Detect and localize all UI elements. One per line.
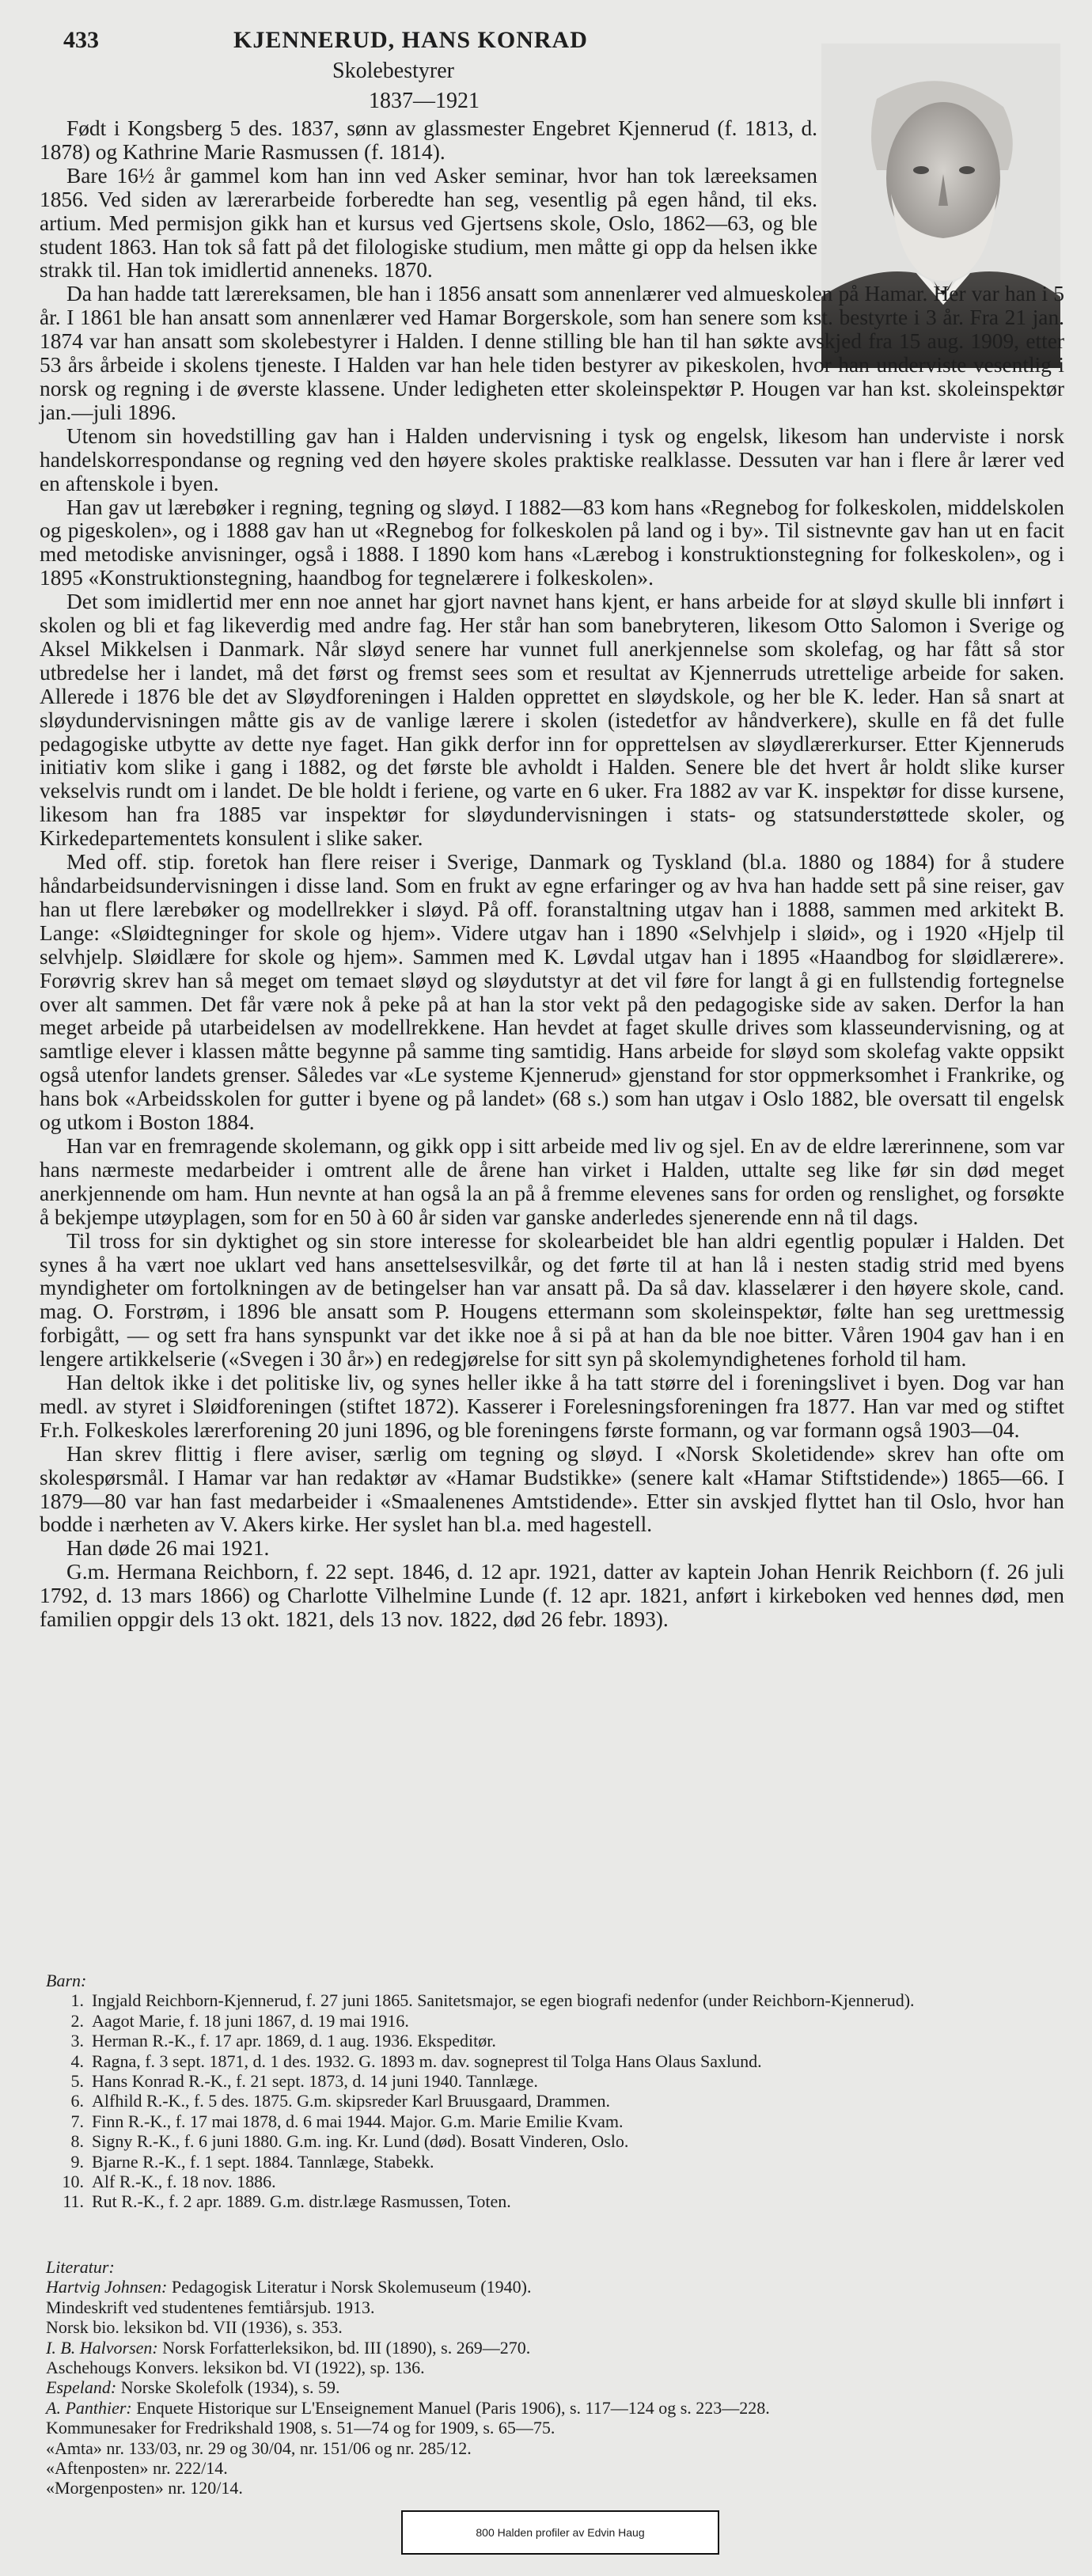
paragraph-conflict: Til tross for sin dyktighet og sin store interesse for skolearbeidet ble han aldri egentlig populær i Halden. Det synes å ha vært noe uklart ved hans ansettelsesvilkår, og det førte til at han lå i nesten stadig strid med byens myndigheter om fortolkningen av de betingelser han var ansatt på. Da så dav. klasselærer i den høyere skole, cand. mag. O. Forstrøm, i 1896 ble ansatt som P. Hougens ettermann som skoleinspektør, følte han seg urettmessig forbigått, — og sett fra hans synspunkt var det ikke noe å si på at han da ble noe bitter. Våren 1904 gav han i en lengere artikkelserie («Svegen i 30 år») en redegjørelse for sitt syn på skolemyndighetenes forhold til ham. [40, 1228, 1064, 1371]
children-list [46, 1971, 1059, 2212]
paragraph-birth: Født i Kongsberg 5 des. 1837, sønn av glassmester Engebret Kjennerud (f. 1813, d. 1878) og Kathrine Marie Rasmussen (f. 1814). [40, 116, 817, 164]
literature-entry [46, 2398, 1067, 2418]
child-number: 2. [70, 2010, 84, 2031]
entry-number: 433 [63, 27, 99, 53]
literature-entry [46, 2377, 1067, 2397]
literature-author: Hartvig Johnsen: [46, 2277, 168, 2297]
child-entry [46, 2172, 1059, 2191]
child-number: 8. [70, 2131, 84, 2152]
literature-author: A. Panthier: [46, 2397, 132, 2418]
literature-entry [46, 2458, 1067, 2478]
child-entry [46, 1990, 1059, 2010]
child-number: 4. [70, 2051, 84, 2071]
child-text: Alfhild R.-K., f. 5 des. 1875. G.m. skipsreder Karl Bruusgaard, Drammen. [92, 2091, 610, 2111]
literature-heading: Literatur: [46, 2257, 115, 2277]
literature-text: Mindeskrift ved studentenes femtiårsjub. 1913. [46, 2297, 375, 2317]
child-number: 10. [62, 2172, 84, 2192]
child-entry [46, 2011, 1059, 2031]
paragraph-education: Bare 16½ år gammel kom han inn ved Asker seminar, hvor han tok læreeksamen 1856. Ved siden av lærerarbeide forberedte han seg, vesentlig på egen hånd, til eks. artium. Med permisjon gikk han et kursus ved Gjertsens skole, Oslo, 1862—63, og ble student 1863. Han tok så fatt på det filologiske studium, men måtte gi opp da helsen ikke strakk til. Han tok imidlertid anneneks. 1870. [40, 163, 817, 283]
person-years: 1837—1921 [369, 89, 480, 113]
literature-text: «Aftenposten» nr. 222/14. [46, 2458, 228, 2479]
paragraph-textbooks: Han gav ut lærebøker i regning, tegning og sløyd. I 1882—83 kom hans «Regnebog for folkeskolen, middelskolen og pigeskolen», og i 1888 gav han ut «Regnebog for folkeskolen på land og i by». Til sistnevnte gav han ut en facit med metodiske anvisninger, også i 1888. I 1890 kom hans «Lærebog i konstruktionstegning for folkeskolen», og i 1895 «Konstruktionstegning, haandbog for tegnelærere i folkeskolen». [40, 495, 1064, 590]
child-text: Ragna, f. 3 sept. 1871, d. 1 des. 1932. G. 1893 m. dav. sogneprest til Tolga Hans Olaus Saxlund. [92, 2051, 762, 2071]
literature-entry [46, 2277, 1067, 2297]
child-number: 9. [70, 2151, 84, 2172]
literature-entry [46, 2317, 1067, 2337]
paragraph-career: Da han hadde tatt lærereksamen, ble han i 1856 ansatt som annenlærer ved almueskolen på Hamar. Her var han i 5 år. I 1861 ble han ansatt som annenlærer ved Hamar Borgerskole, som han senere som kst. bestyrte i 3 år. Fra 21 jan. 1874 var han ansatt som skolebestyrer i Halden. I denne stilling ble han til han søkte avskjed fra 15 aug. 1909, etter 53 års årbeide i skolens tjeneste. I Halden var han hele tiden bestyrer av pikeskolen, hvor han underviste vesentlig i norsk og regning i de øverste klassene. Under ledigheten etter skoleinspektør P. Hougen var han kst. skoleinspektør jan.—juli 1896. [40, 282, 1064, 424]
literature-text: Pedagogisk Literatur i Norsk Skolemuseum (1940). [167, 2277, 532, 2297]
literature-entry [46, 2478, 1067, 2498]
child-entry [46, 2152, 1059, 2172]
paragraph-sloyd: Det som imidlertid mer enn noe annet har gjort navnet hans kjent, er hans arbeide for at sløyd skulle bli innført i skolen og bli et fag likeverdig med andre fag. Her står han som banebryteren, likesom Otto Salomon i Sverige og Aksel Mikkelsen i Danmark. Når sløyd senere har vunnet full anerkjennelse som skolefag, og har fått så stor utbredelse her i landet, må det først og fremst sees som et resultat av Kjennerruds utrettelige arbeide for saken. Allerede i 1876 ble det av Sløydforeningen i Halden opprettet en sløydskole, og her ble K. leder. Han så snart at sløydundervisningen måtte gis av de vanlige lærere i skolen (istedetfor av håndverkere), skulle en få det fulle pedagogiske utbytte av dette nye faget. Han gikk derfor inn for opprettelsen av sløydlærerkurser. Etter Kjenneruds initiativ kom slike i gang i 1882, og det første ble avholdt i Halden. Senere ble det hvert år holdt slike kurser vekselvis rundt om i landet. De ble holdt i feriene, og varte en 6 uker. Fra 1882 av var K. inspektør for disse kursene, likesom han fra 1885 var inspektør for sløydundervisningen i stats- og statsunderstøttede skoler, og Kirkedepartementets konsulent i slike saker. [40, 590, 1064, 851]
paragraph-travels: Med off. stip. foretok han flere reiser i Sverige, Danmark og Tyskland (bl.a. 1880 og 1884) for å studere håndarbeidsundervisningen i disse land. Som en frukt av egne erfaringer og av hva han hadde sett på sine reiser, gav han ut flere lærebøker og modellrekker i sløyd. På off. foranstaltning utgav han i 1888, sammen med arkitekt B. Lange: «Sløidtegninger for skole og hjem». Videre utgav han i 1890 «Selvhjelp i sløid», og i 1920 «Hjelp til selvhjelp. Sløidlære for skole og hjem». Sammen med K. Løvdal utgav han i 1895 «Haandbog for sløidlærere». Forøvrig skrev han så meget om temaet sløyd og sløydutstyr at det vil føre for langt å gi en fullstendig fortegnelse over alt sammen. Det får være nok å peke på at han la stor vekt på den pedagogiske side av saken. Derfor la han meget arbeide på utarbeidelsen av modellrekkene. Han hevdet at faget skulle drives som klasseundervisning, og at samtlige elever i klassen måtte begynne på samme ting samtidig. Hans arbeide for sløyd som skolefag vakte oppsikt også utenfor landets grenser. Således var «Le systeme Kjennerud» gjenstand for stor oppmerksomhet i Frankrike, og hans bok «Arbeidsskolen for gutter i byene og på landet» (68 s.) som han utgav i Oslo 1882, ble oversatt til engelsk og utkom i Boston 1884. [40, 850, 1064, 1135]
child-number: 1. [70, 1990, 84, 2011]
child-entry [46, 2071, 1059, 2091]
literature-entry [46, 2338, 1067, 2358]
paragraph-marriage: G.m. Hermana Reichborn, f. 22 sept. 1846, d. 12 apr. 1921, datter av kaptein Johan Henrik Reichborn (f. 26 juli 1792, d. 13 mars 1866) og Charlotte Vilhelmine Lunde (f. 12 apr. 1821, anført i kirkeboken ved hennes død, men familien oppgir dels 13 okt. 1821, dels 13 nov. 1822, død 26 febr. 1893). [40, 1560, 1064, 1632]
literature-author: I. B. Halvorsen: [46, 2337, 158, 2358]
child-number: 5. [70, 2071, 84, 2092]
children-heading: Barn: [46, 1971, 87, 1990]
child-number: 7. [70, 2111, 84, 2131]
child-text: Aagot Marie, f. 18 juni 1867, d. 19 mai 1916. [92, 2010, 409, 2031]
person-name: KJENNERUD, HANS KONRAD [233, 27, 588, 53]
child-text: Signy R.-K., f. 6 juni 1880. G.m. ing. Kr. Lund (død). Bosatt Vinderen, Oslo. [92, 2131, 629, 2152]
child-text: Hans Konrad R.-K., f. 21 sept. 1873, d. 14 juni 1940. Tannlæge. [92, 2071, 538, 2092]
paragraph-death: Han døde 26 mai 1921. [66, 1536, 270, 1561]
paragraph-character: Han var en fremragende skolemann, og gikk opp i sitt arbeide med liv og sjel. En av de eldre lærerinnene, som var hans nærmeste medarbeider i omtrent alle de årene han virket i Halden, uttalte seg like før sin død meget anerkjennende om ham. Hun nevnte at han også la an på å fremme elevenes sans for orden og renslighet, og forsøkte å bekjempe utøyplagen, som for en 50 à 60 år siden var ganske anderledes sjenerende enn nå til dags. [40, 1133, 1064, 1229]
literature-text: «Amta» nr. 133/03, nr. 29 og 30/04, nr. 151/06 og nr. 285/12. [46, 2438, 472, 2458]
paragraph-writing: Han skrev flittig i flere aviser, særlig om tegning og sløyd. I «Norsk Skoletidende» skrev han ofte om skolespørsmål. I Hamar var han redaktør av «Hamar Budstikke» (senere kalt «Hamar Stiftstidende») 1865—66. I 1879—80 var han fast medarbeider i «Smaalenenes Amtstidende». Etter sin avskjed flyttet han til Oslo, hvor han bodde i nærheten av V. Akers kirke. Her syslet han bl.a. med hagestell. [40, 1441, 1064, 1537]
child-entry [46, 2111, 1059, 2131]
literature-author: Espeland: [46, 2377, 117, 2398]
child-text: Finn R.-K., f. 17 mai 1878, d. 6 mai 1944. Major. G.m. Marie Emilie Kvam. [92, 2111, 624, 2131]
literature-entry [46, 2297, 1067, 2317]
footer-caption [401, 2510, 719, 2555]
literature-list [46, 2257, 1067, 2498]
child-number: 3. [70, 2031, 84, 2051]
child-text: Rut R.-K., f. 2 apr. 1889. G.m. distr.læge Rasmussen, Toten. [92, 2191, 511, 2212]
paragraph-societies: Han deltok ikke i det politiske liv, og synes heller ikke å ha tatt større del i foreningslivet i byen. Dog var han medl. av styret i Sløidforeningen (stiftet 1872). Kasserer i Forelesningsforeningen fra 1877. Han var med og stiftet Fr.h. Folkeskoles lærerforening 20 juni 1896, og ble foreningens første formann, og var formann også 1903—04. [40, 1371, 1064, 1442]
literature-entry [46, 2438, 1067, 2458]
child-text: Ingjald Reichborn-Kjennerud, f. 27 juni 1865. Sanitetsmajor, se egen biografi nedenfor (under Reichborn-Kjennerud). [92, 1990, 915, 2011]
person-title: Skolebestyrer [332, 59, 454, 83]
literature-text: Kommunesaker for Fredrikshald 1908, s. 51—74 og for 1909, s. 65—75. [46, 2418, 555, 2438]
literature-text: Enquete Historique sur L'Enseignement Manuel (Paris 1906), s. 117—124 og s. 223—228. [131, 2397, 770, 2418]
child-entry [46, 2091, 1059, 2111]
child-number: 11. [63, 2191, 84, 2212]
child-entry [46, 2051, 1059, 2071]
literature-text: Norsk bio. leksikon bd. VII (1936), s. 353. [46, 2317, 343, 2338]
biography-text [40, 117, 1064, 1632]
literature-text: Norske Skolefolk (1934), s. 59. [116, 2377, 340, 2398]
literature-text: Norsk Forfatterleksikon, bd. III (1890), s. 269—270. [157, 2337, 531, 2358]
footer-label: 800 Halden profiler av Edvin Haug [476, 2526, 645, 2539]
literature-text: «Morgenposten» nr. 120/14. [46, 2478, 243, 2498]
child-text: Bjarne R.-K., f. 1 sept. 1884. Tannlæge, Stabekk. [92, 2151, 434, 2172]
literature-text: Aschehougs Konvers. leksikon bd. VI (1922), sp. 136. [46, 2358, 425, 2378]
child-text: Alf R.-K., f. 18 nov. 1886. [92, 2172, 276, 2192]
child-entry [46, 2131, 1059, 2151]
child-text: Herman R.-K., f. 17 apr. 1869, d. 1 aug. 1936. Ekspeditør. [92, 2031, 496, 2051]
child-number: 6. [70, 2091, 84, 2111]
literature-entry [46, 2418, 1067, 2438]
paragraph-teaching: Utenom sin hovedstilling gav han i Halden undervisning i tysk og engelsk, likesom han underviste i norsk handelskorrespondanse og regning ved den høyere skoles praktiske realklasse. Dessuten var han i flere år lærer ved en aftenskole i byen. [40, 423, 1064, 495]
child-entry [46, 2031, 1059, 2051]
literature-entry [46, 2358, 1067, 2377]
child-entry [46, 2191, 1059, 2211]
